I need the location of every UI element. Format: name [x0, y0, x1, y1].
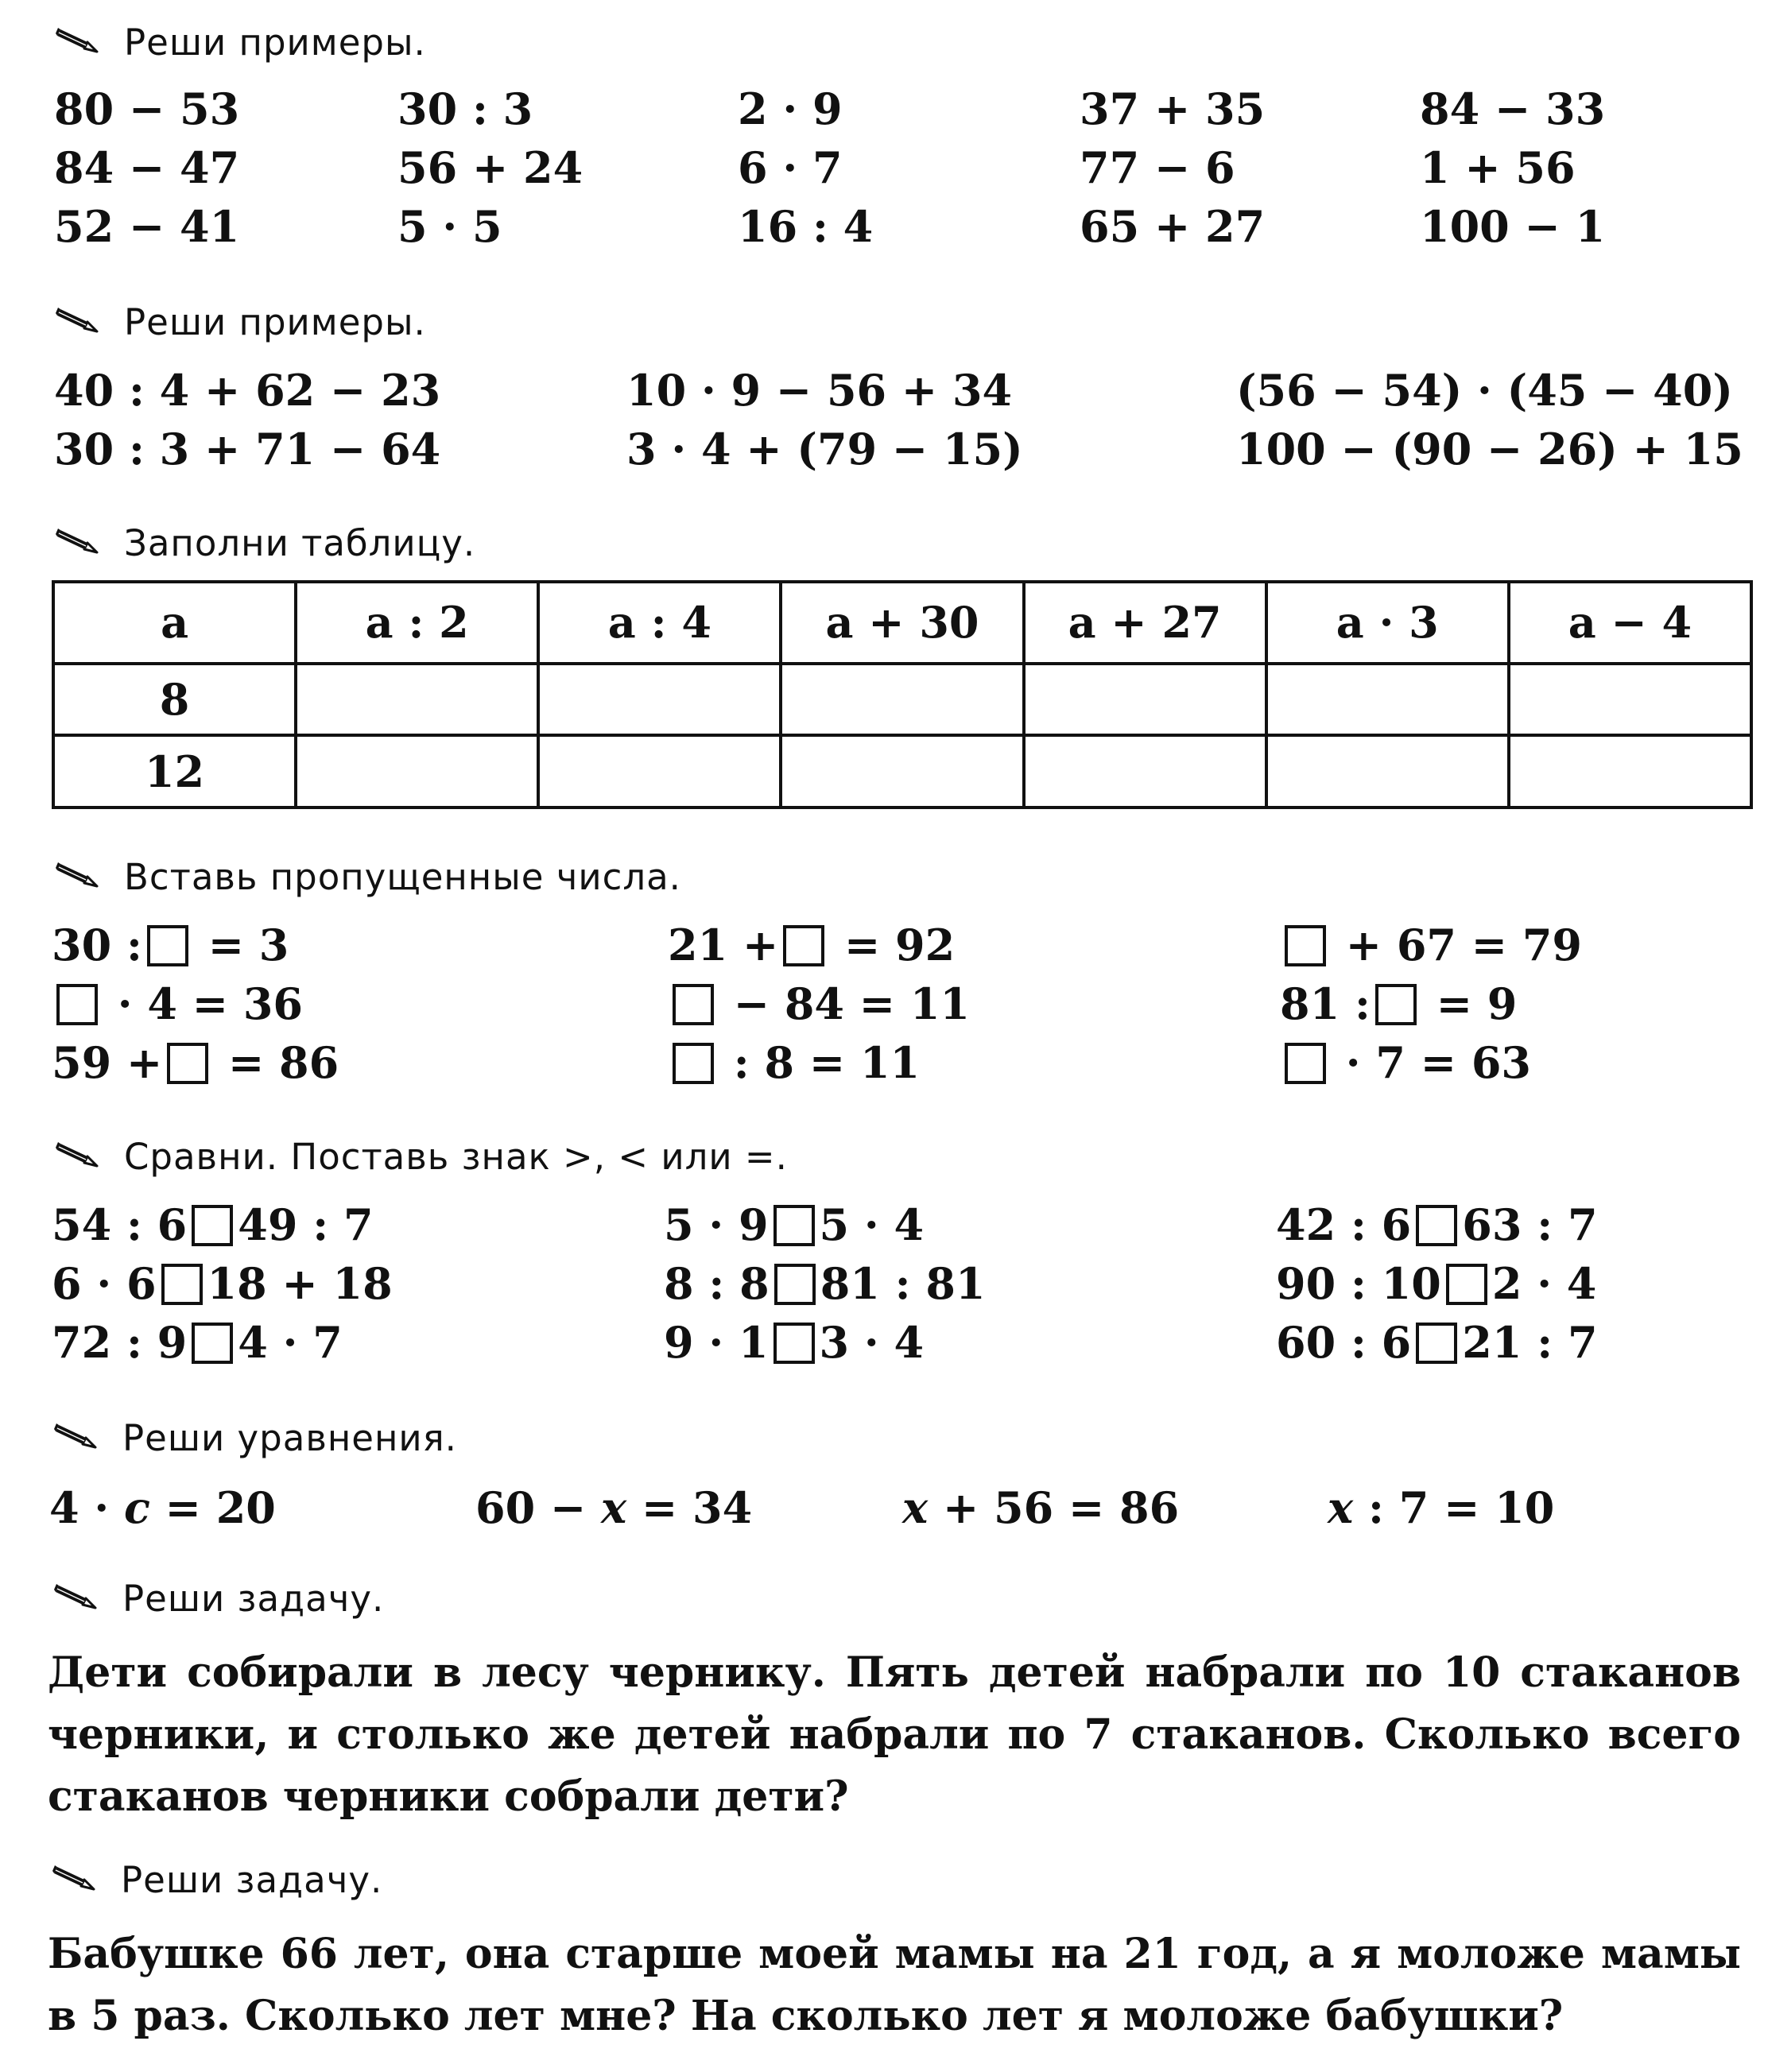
- table-header-cell: a: [53, 582, 296, 664]
- ex6-heading-text: Реши уравнения.: [122, 1416, 457, 1459]
- ex4-item: [52, 920, 289, 970]
- answer-box[interactable]: [783, 925, 824, 966]
- table-value-cell: 8: [53, 664, 296, 736]
- table-header-cell: a + 27: [1024, 582, 1266, 664]
- ex1-expr: 77 − 6: [1080, 142, 1235, 193]
- ex4-row-2: [0, 979, 1768, 1028]
- ex8-heading-text: Реши задачу.: [121, 1858, 383, 1901]
- ex1-expr: 65 + 27: [1080, 201, 1266, 252]
- ex5-left: 9 · 1: [664, 1317, 769, 1368]
- ex2-row-2: [0, 424, 1768, 474]
- ex2-expr: (56 − 54) · (45 − 40): [1236, 365, 1733, 416]
- equation-part: 60 −: [475, 1482, 601, 1533]
- ex1-expr: 16 : 4: [738, 201, 874, 252]
- ex2-expr: 40 : 4 + 62 − 23: [54, 365, 441, 416]
- ex4-left: 21 +: [668, 920, 779, 970]
- ex1-row-2: [0, 143, 1768, 192]
- table-header-cell: a : 2: [296, 582, 538, 664]
- equation-variable: x: [1328, 1482, 1354, 1533]
- pencil-icon: [54, 1582, 99, 1614]
- ex2-row-1: [0, 366, 1768, 415]
- fill-table: [52, 580, 1753, 809]
- ex5-item: [52, 1259, 393, 1308]
- ex5-left: 90 : 10: [1276, 1258, 1441, 1309]
- ex5-right: 5 · 4: [819, 1199, 925, 1250]
- table-header-cell: a + 30: [781, 582, 1023, 664]
- ex5-right: 2 · 4: [1491, 1258, 1597, 1309]
- ex3-heading: [56, 520, 475, 566]
- ex5-row-2: [0, 1259, 1768, 1308]
- ex2-expr: 10 · 9 − 56 + 34: [626, 365, 1013, 416]
- ex4-right: + 67 = 79: [1331, 920, 1582, 970]
- compare-box[interactable]: [1416, 1205, 1457, 1246]
- ex4-item: [668, 920, 955, 970]
- table-answer-cell[interactable]: [1266, 664, 1509, 736]
- ex1-expr: 37 + 35: [1080, 83, 1266, 134]
- table-header-cell: a · 3: [1266, 582, 1509, 664]
- ex5-row-1: [0, 1200, 1768, 1249]
- ex5-item: [1276, 1259, 1596, 1308]
- ex2-expr: 3 · 4 + (79 − 15): [626, 424, 1023, 474]
- compare-box[interactable]: [774, 1205, 815, 1246]
- ex4-item: [1280, 979, 1517, 1028]
- ex1-row-3: [0, 202, 1768, 251]
- ex4-right: = 3: [192, 920, 289, 970]
- pencil-icon: [56, 1141, 100, 1172]
- table-header-row: [53, 582, 1751, 664]
- ex5-item: [52, 1318, 343, 1367]
- ex5-left: 6 · 6: [52, 1258, 157, 1309]
- ex3-heading-text: Заполни таблицу.: [124, 521, 476, 564]
- table-answer-cell[interactable]: [1266, 735, 1509, 807]
- equation-part: : 7 = 10: [1353, 1482, 1555, 1533]
- ex4-row-1: [0, 920, 1768, 970]
- equation: [1328, 1483, 1554, 1532]
- ex5-left: 60 : 6: [1276, 1317, 1412, 1368]
- table-answer-cell[interactable]: [538, 735, 781, 807]
- ex7-heading-text: Реши задачу.: [122, 1577, 385, 1620]
- ex5-left: 72 : 9: [52, 1317, 188, 1368]
- ex5-left: 5 · 9: [664, 1199, 769, 1250]
- answer-box[interactable]: [56, 984, 98, 1025]
- ex7-heading: [54, 1575, 384, 1621]
- ex4-right: − 84 = 11: [719, 978, 970, 1029]
- ex4-item: [668, 1038, 920, 1087]
- compare-box[interactable]: [1446, 1264, 1487, 1305]
- pencil-icon: [56, 861, 100, 893]
- answer-box[interactable]: [673, 1043, 714, 1084]
- ex2-expr: 100 − (90 − 26) + 15: [1236, 424, 1743, 474]
- ex5-left: 42 : 6: [1276, 1199, 1412, 1250]
- table-answer-cell[interactable]: [296, 735, 538, 807]
- equation: [902, 1483, 1179, 1532]
- compare-box[interactable]: [774, 1264, 816, 1305]
- table-answer-cell[interactable]: [1024, 735, 1266, 807]
- equation-part: + 56 = 86: [928, 1482, 1180, 1533]
- table-answer-cell[interactable]: [538, 664, 781, 736]
- ex1-expr: 84 − 47: [54, 142, 240, 193]
- ex6-row: [0, 1483, 1768, 1532]
- ex1-expr: 1 + 56: [1420, 142, 1576, 193]
- ex2-heading-text: Реши примеры.: [124, 300, 426, 343]
- ex5-right: 21 : 7: [1462, 1317, 1598, 1368]
- ex4-item: [52, 1038, 339, 1087]
- pencil-icon: [54, 1422, 99, 1454]
- pencil-icon: [56, 527, 100, 559]
- ex4-left: 81 :: [1280, 978, 1371, 1029]
- ex1-expr: 56 + 24: [397, 142, 584, 193]
- equation-part: 4 ·: [49, 1482, 124, 1533]
- ex1-heading: [56, 19, 426, 65]
- ex4-left: 30 :: [52, 920, 142, 970]
- table-row: [53, 735, 1751, 807]
- ex4-right: = 86: [213, 1037, 339, 1088]
- ex1-expr: 80 − 53: [54, 83, 240, 134]
- ex1-expr: 2 · 9: [738, 83, 843, 134]
- ex4-item: [1280, 1038, 1531, 1087]
- answer-box[interactable]: [1285, 1043, 1326, 1084]
- ex5-item: [664, 1259, 986, 1308]
- ex4-right: · 7 = 63: [1331, 1037, 1531, 1088]
- pencil-icon: [52, 1864, 97, 1896]
- ex1-row-1: [0, 84, 1768, 134]
- ex5-right: 63 : 7: [1462, 1199, 1598, 1250]
- ex4-item: [668, 979, 970, 1028]
- compare-box[interactable]: [774, 1323, 815, 1364]
- ex5-item: [664, 1318, 924, 1367]
- equation: [475, 1483, 752, 1532]
- equation-part: = 20: [149, 1482, 276, 1533]
- ex4-item: [1280, 920, 1582, 970]
- ex5-left: 54 : 6: [52, 1199, 188, 1250]
- ex1-expr: 30 : 3: [397, 83, 533, 134]
- ex4-right: = 9: [1421, 978, 1518, 1029]
- answer-box[interactable]: [1375, 984, 1417, 1025]
- compare-box[interactable]: [192, 1323, 233, 1364]
- table-answer-cell[interactable]: [781, 735, 1023, 807]
- ex4-right: · 4 = 36: [103, 978, 303, 1029]
- answer-box[interactable]: [147, 925, 188, 966]
- ex5-item: [1276, 1200, 1598, 1249]
- ex4-row-3: [0, 1038, 1768, 1087]
- equation: [49, 1483, 276, 1532]
- table-answer-cell[interactable]: [1509, 664, 1751, 736]
- equation-variable: x: [601, 1482, 627, 1533]
- ex5-right: 81 : 81: [820, 1258, 986, 1309]
- ex4-heading-text: Вставь пропущенные числа.: [124, 855, 681, 898]
- equation-variable: c: [123, 1482, 150, 1533]
- table-answer-cell[interactable]: [1024, 664, 1266, 736]
- table-row: [53, 664, 1751, 736]
- ex1-expr: 84 − 33: [1420, 83, 1606, 134]
- ex5-row-3: [0, 1318, 1768, 1367]
- ex5-right: 4 · 7: [238, 1317, 343, 1368]
- table-answer-cell[interactable]: [781, 664, 1023, 736]
- ex1-heading-text: Реши примеры.: [124, 21, 426, 64]
- ex4-heading: [56, 854, 681, 900]
- equation-variable: x: [902, 1482, 929, 1533]
- pencil-icon: [56, 26, 100, 58]
- equation-part: = 34: [626, 1482, 753, 1533]
- ex5-heading: [56, 1133, 788, 1179]
- answer-box[interactable]: [1285, 925, 1326, 966]
- ex1-expr: 5 · 5: [397, 201, 502, 252]
- pencil-icon: [56, 306, 100, 338]
- ex5-right: 18 + 18: [207, 1258, 393, 1309]
- table-header-cell: a − 4: [1509, 582, 1751, 664]
- ex1-expr: 100 − 1: [1420, 201, 1606, 252]
- table-value-cell: 12: [53, 735, 296, 807]
- ex4-right: = 92: [829, 920, 956, 970]
- answer-box[interactable]: [673, 984, 714, 1025]
- ex1-expr: 6 · 7: [738, 142, 843, 193]
- task-text: Дети собирали в лесу чернику. Пять детей набрали по 10 стаканов черники, и столько же детей набрали по 7 стаканов. Сколько всего стаканов черники собрали дети?: [48, 1648, 1741, 1821]
- ex2-expr: 30 : 3 + 71 − 64: [54, 424, 441, 474]
- ex5-item: [1276, 1318, 1598, 1367]
- compare-box[interactable]: [192, 1205, 233, 1246]
- ex1-expr: 52 − 41: [54, 201, 240, 252]
- answer-box[interactable]: [167, 1043, 208, 1084]
- table-answer-cell[interactable]: [1509, 735, 1751, 807]
- task-text: Бабушке 66 лет, она старше моей мамы на 21 год, а я моложе мамы в 5 раз. Сколько лет мне? На сколько лет я моложе бабушки?: [48, 1930, 1741, 2040]
- ex6-heading: [54, 1415, 457, 1461]
- compare-box[interactable]: [1416, 1323, 1457, 1364]
- ex2-heading: [56, 299, 426, 345]
- table-header-cell: a : 4: [538, 582, 781, 664]
- compare-box[interactable]: [161, 1264, 203, 1305]
- ex5-right: 3 · 4: [819, 1317, 925, 1368]
- ex5-heading-text: Сравни. Поставь знак >, < или =.: [124, 1135, 788, 1178]
- ex5-left: 8 : 8: [664, 1258, 770, 1309]
- ex4-right: : 8 = 11: [719, 1037, 921, 1088]
- table-answer-cell[interactable]: [296, 664, 538, 736]
- ex5-right: 49 : 7: [238, 1199, 374, 1250]
- ex4-left: 59 +: [52, 1037, 163, 1088]
- ex5-item: [52, 1200, 374, 1249]
- ex4-item: [52, 979, 303, 1028]
- ex8-heading: [52, 1857, 382, 1903]
- ex5-item: [664, 1200, 924, 1249]
